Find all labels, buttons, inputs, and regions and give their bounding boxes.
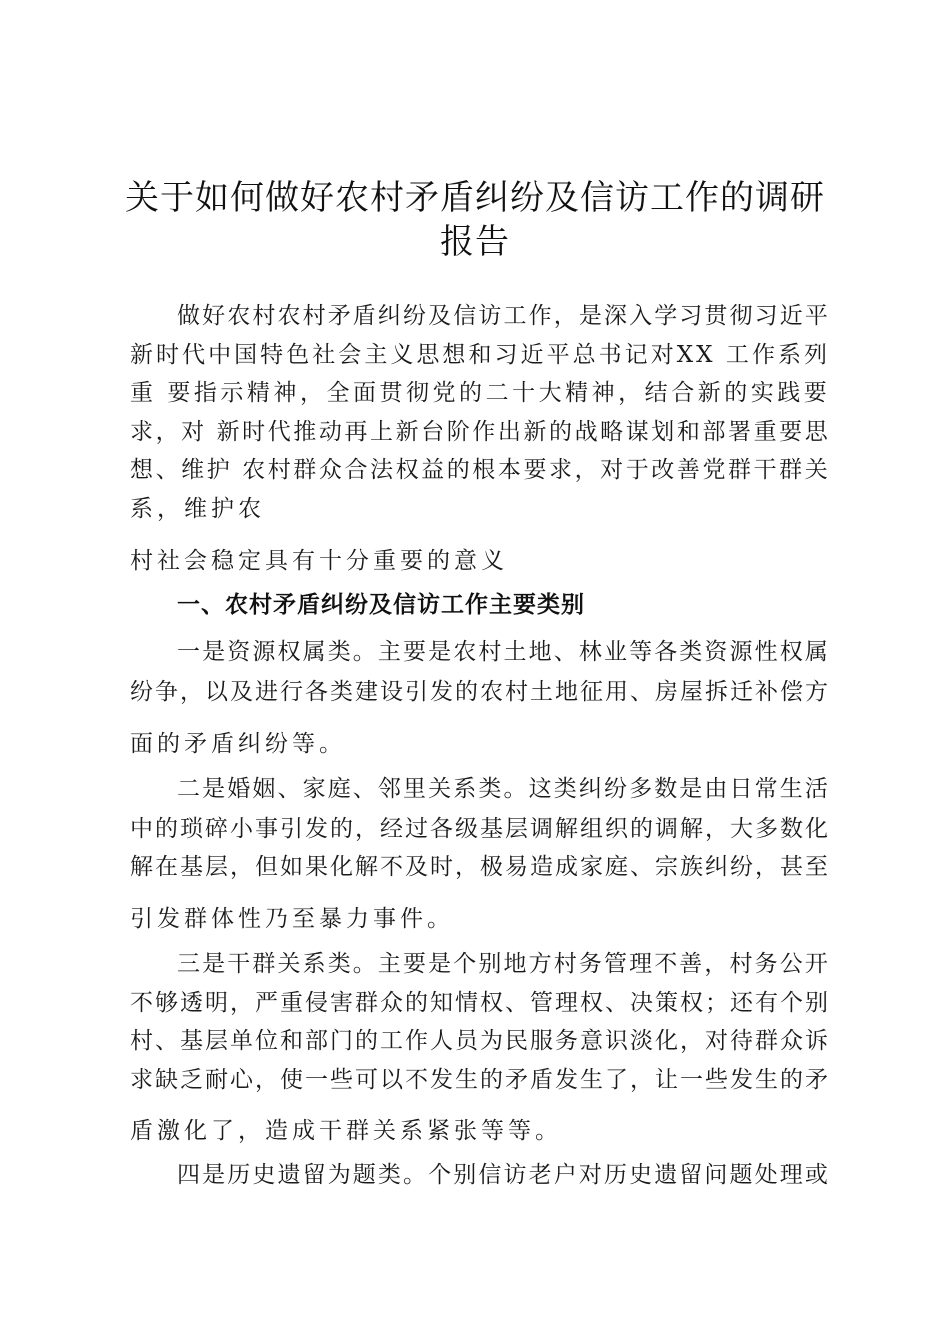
intro-line: 重 要指示精神，全面贯彻党的二十大精神，结合新的实践要: [130, 380, 831, 406]
paragraph-line: 不够透明，严重侵害群众的知情权、管理权、决策权；还有个别: [130, 990, 830, 1016]
intro-line: 系，维护农: [130, 496, 265, 522]
title-line: 关于如何做好农村矛盾纠纷及信访工作的调研: [125, 178, 825, 218]
paragraph-line: 求缺乏耐心，使一些可以不发生的矛盾发生了，让一些发生的矛: [130, 1067, 830, 1093]
paragraph-line: 村、基层单位和部门的工作人员为民服务意识淡化，对待群众诉: [130, 1028, 830, 1054]
intro-line: 新时代中国特色社会主义思想和习近平总书记对XX 工作系列: [130, 342, 831, 368]
paragraph-line: 一是资源权属类。主要是农村土地、林业等各类资源性权属: [177, 639, 830, 665]
paragraph-line: 三是干群关系类。主要是个别地方村务管理不善，村务公开: [177, 951, 830, 977]
document-title: [120, 176, 830, 264]
intro-line: 做好农村农村矛盾纠纷及信访工作，是深入学习贯彻习近平: [177, 303, 830, 329]
paragraph-line: 四是历史遗留为题类。个别信访老户对历史遗留问题处理或: [177, 1162, 830, 1188]
paragraph-line: 纷争，以及进行各类建设引发的农村土地征用、房屋拆迁补偿方: [130, 679, 830, 705]
paragraph-line: 引发群体性乃至暴力事件。: [130, 906, 454, 932]
section-heading: 一、农村矛盾纠纷及信访工作主要类别: [177, 592, 585, 618]
intro-line: 村社会稳定具有十分重要的意义: [130, 548, 508, 574]
paragraph-line: 盾激化了，造成干群关系紧张等等。: [130, 1118, 562, 1144]
paragraph-line: 面的矛盾纠纷等。: [130, 731, 346, 757]
intro-line: 想、维护 农村群众合法权益的根本要求，对于改善党群干群关: [130, 457, 831, 483]
intro-line: 求，对 新时代推动再上新台阶作出新的战略谋划和部署重要思: [130, 419, 831, 445]
paragraph-line: 中的琐碎小事引发的，经过各级基层调解组织的调解，大多数化: [130, 816, 830, 842]
paragraph-line: 二是婚姻、家庭、邻里关系类。这类纠纷多数是由日常生活: [177, 776, 830, 802]
paragraph-line: 解在基层，但如果化解不及时，极易造成家庭、宗族纠纷，甚至: [130, 854, 830, 880]
title-line: 报告: [440, 222, 510, 262]
